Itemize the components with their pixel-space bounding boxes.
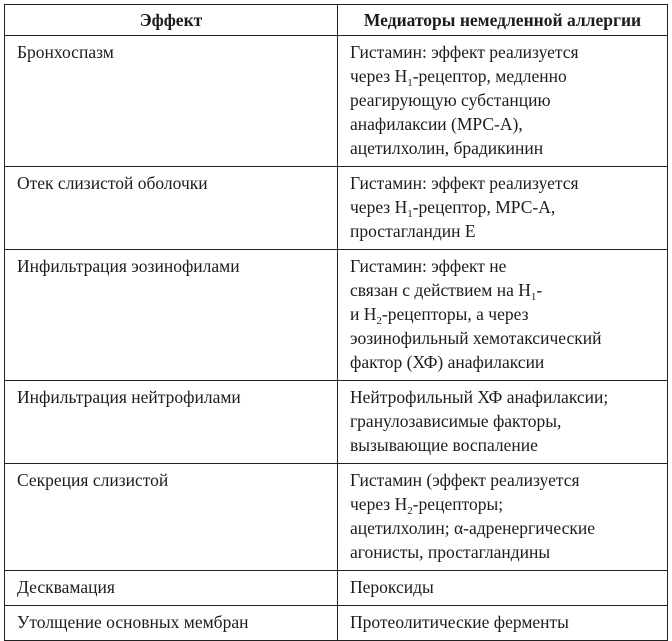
header-mediators: Медиаторы немедленной аллергии: [338, 5, 668, 36]
table-row: [5, 167, 668, 250]
subscript: 1: [530, 291, 537, 303]
text-segment: через H: [350, 494, 408, 514]
effect-cell: Десквамация: [5, 571, 338, 606]
mediator-line: [350, 350, 655, 374]
mediator-line: [350, 326, 655, 350]
text-segment: Гистамин (эффект реализуется: [350, 470, 580, 490]
text-segment: -рецептор, медленно: [412, 66, 567, 86]
text-segment: гранулозависимые факторы,: [350, 411, 562, 431]
text-segment: Гистамин: эффект реализуется: [350, 42, 579, 62]
table-row: [5, 606, 668, 641]
text-segment: Гистамин: эффект реализуется: [350, 173, 579, 193]
text-segment: ацетилхолин; α-адренергические: [350, 518, 595, 538]
subscript: 1: [407, 77, 413, 89]
mediator-line: [350, 540, 655, 564]
text-segment: -рецепторы, а через: [381, 304, 529, 324]
subscript: 1: [407, 208, 413, 220]
mediator-line: [350, 88, 655, 112]
mediator-line: [350, 492, 655, 516]
text-segment: анафилаксии (МРС-А),: [350, 114, 523, 134]
mediator-line: [350, 409, 655, 433]
mediator-line: [350, 64, 655, 88]
mediator-line: [350, 171, 655, 195]
effect-cell: Инфильтрация эозинофилами: [5, 250, 338, 381]
mediator-line: [350, 302, 655, 326]
text-segment: связан с действием на H: [350, 280, 531, 300]
mediator-line: [350, 195, 655, 219]
table-row: [5, 381, 668, 464]
text-segment: -рецепторы;: [412, 494, 504, 514]
mediator-line: [350, 575, 655, 599]
text-segment: простагландин Е: [350, 221, 476, 241]
effect-cell: Инфильтрация нейтрофилами: [5, 381, 338, 464]
subscript: 2: [407, 505, 413, 517]
mediators-cell: [338, 250, 668, 381]
subscript: 2: [376, 315, 382, 327]
text-segment: Протеолитические ферменты: [350, 612, 569, 632]
effect-cell: Отек слизистой оболочки: [5, 167, 338, 250]
mediators-cell: [338, 606, 668, 641]
text-segment: ацетилхолин, брадикинин: [350, 138, 544, 158]
text-segment: реагирующую субстанцию: [350, 90, 551, 110]
text-segment: и H: [350, 304, 377, 324]
mediators-cell: [338, 571, 668, 606]
header-row: [5, 5, 668, 36]
text-segment: агонисты, простагландины: [350, 542, 551, 562]
text-segment: -рецептор, МРС-А,: [412, 197, 556, 217]
text-segment: через H: [350, 197, 408, 217]
mediator-line: [350, 610, 655, 634]
text-segment: вызывающие воспаление: [350, 435, 538, 455]
allergy-mediators-table: [4, 4, 668, 641]
text-segment: фактор (ХФ) анафилаксии: [350, 352, 545, 372]
table-row: [5, 571, 668, 606]
mediators-cell: [338, 381, 668, 464]
text-segment: -: [536, 280, 543, 300]
table-row: [5, 464, 668, 571]
mediator-line: [350, 433, 655, 457]
mediator-line: [350, 136, 655, 160]
mediators-cell: [338, 36, 668, 167]
mediator-line: [350, 219, 655, 243]
effect-cell: Бронхоспазм: [5, 36, 338, 167]
text-segment: Нейтрофильный ХФ анафилаксии;: [350, 387, 609, 407]
mediator-line: [350, 112, 655, 136]
mediator-line: [350, 385, 655, 409]
table-row: [5, 250, 668, 381]
effect-cell: Секреция слизистой: [5, 464, 338, 571]
mediators-cell: [338, 167, 668, 250]
text-segment: через H: [350, 66, 408, 86]
mediator-line: [350, 254, 655, 278]
table-body: [5, 36, 668, 641]
effect-cell: Утолщение основных мембран: [5, 606, 338, 641]
text-segment: Пероксиды: [350, 577, 434, 597]
table-row: [5, 36, 668, 167]
header-effect: Эффект: [5, 5, 338, 36]
text-segment: Гистамин: эффект не: [350, 256, 507, 276]
mediators-cell: [338, 464, 668, 571]
mediator-line: [350, 278, 655, 302]
mediator-line: [350, 516, 655, 540]
mediator-line: [350, 40, 655, 64]
text-segment: эозинофильный хемотаксический: [350, 328, 602, 348]
mediator-line: [350, 468, 655, 492]
